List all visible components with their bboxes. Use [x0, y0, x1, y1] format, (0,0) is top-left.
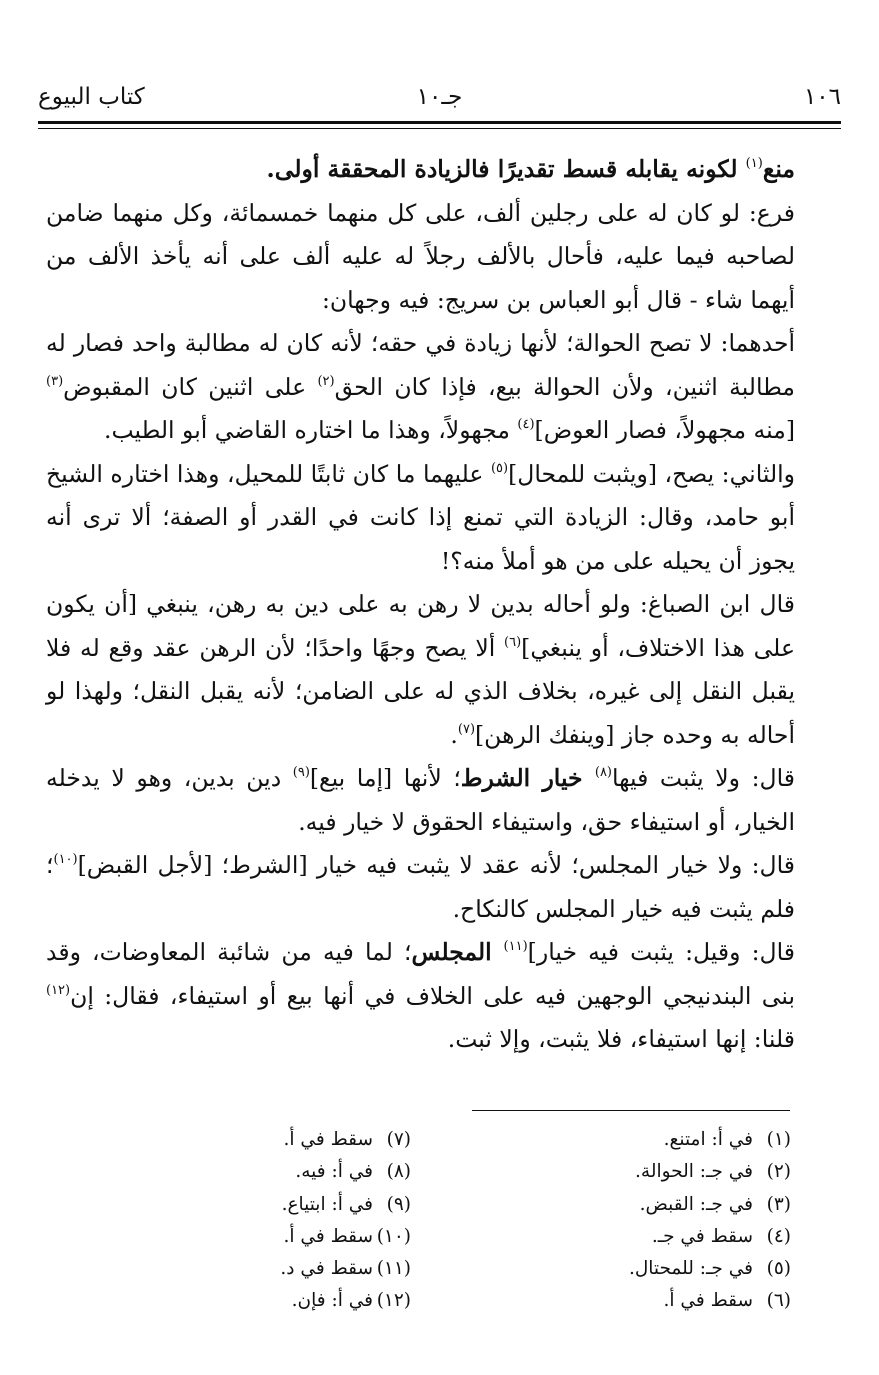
footnote-ref: (٦)	[504, 634, 522, 650]
footnote: (٢)في جـ: الحوالة.	[635, 1161, 791, 1183]
footnote-ref: (١٢)	[46, 982, 71, 998]
footnote: (١٠)سقط في أ.	[283, 1225, 411, 1247]
footnote-ref: (٣)	[46, 373, 64, 389]
paragraph-7: قال: ولا خيار المجلس؛ لأنه عقد لا يثبت فيه خيار [الشرط؛ [لأجل القبض]$^{(١٠)}$؛ فلم يثبت فيه خيار المجلس كالنكاح.	[46, 851, 795, 923]
footnote-ref: (٧)	[457, 721, 476, 737]
paragraph-3: أحدهما: لا تصح الحوالة؛ لأنها زيادة في حقه؛ لأنه كان له مطالبة واحد فصار له مطالبة اثنين، ولأن الحوالة بيع، فإذا كان الحق$^{(٢)}$ على اثنين كان المقبوض$^{(٣)}$ [منه مجهولاً، فصار العوض]$^{(٤)}$ مجهولاً، وهذا ما اختاره القاضي أبو الطيب.	[46, 329, 795, 444]
footnote-ref: (٨)	[594, 765, 612, 780]
footnote: (٥)في جـ: للمحتال.	[628, 1258, 791, 1280]
footnote: (٤)سقط في جـ.	[651, 1225, 791, 1247]
paragraph-2: فرع: لو كان له على رجلين ألف، على كل منهما خمسمائة، وكل منهما ضامن لصاحبه فيما عليه، فأحال بالألف رجلاً له عليه ألف على أنه يأخذ الألف من أيهما شاء - قال أبو العباس بن سريج: فيه وجهان:	[46, 198, 795, 314]
footnote: (٣)في جـ: القبض.	[639, 1193, 791, 1215]
footnote-ref: (٩)	[292, 765, 310, 780]
main-text	[46, 148, 795, 1062]
footnotes-column-2	[171, 1124, 411, 1318]
book-title: كتاب البيوع	[38, 84, 145, 110]
running-header	[38, 84, 841, 118]
footnote-ref: (٥)	[490, 460, 509, 476]
footnote: (٨)في أ: فيه.	[295, 1161, 411, 1183]
footnote: (١٢)في أ: فإن.	[291, 1290, 411, 1312]
footnote-ref: (١)	[745, 156, 763, 171]
footnote: (١)في أ: امتنع.	[663, 1129, 791, 1150]
footnotes-column-1	[491, 1124, 791, 1318]
footnote-ref: (٢)	[317, 373, 335, 389]
paragraph-4: والثاني: يصح، [ويثبت للمحال]$^{(٥)}$ عليهما ما كان ثابتًا للمحيل، وهذا اختاره الشيخ أبو حامد، وقال: الزيادة التي تمنع إذا كانت في القدر أو الصفة؛ ألا ترى أنه يجوز أن يحيله على من هو أملأ منه؟!	[46, 459, 796, 575]
footnote: (١١)سقط في د.	[280, 1258, 411, 1280]
page-number: ١٠٦	[803, 84, 841, 110]
header-rule-thick	[38, 121, 841, 124]
paragraph-1: منع$^{(١)}$ لكونه يقابله قسط تقديرًا فالزيادة المحققة أولى.	[266, 155, 795, 183]
volume-label: جـ١٠	[416, 84, 463, 110]
footnote-ref: (٤)	[517, 417, 535, 432]
footnote: (٧)سقط في أ.	[283, 1129, 411, 1150]
footnote: (٦)سقط في أ.	[663, 1290, 791, 1312]
header-rule-thin	[38, 128, 841, 129]
paragraph-6: قال: ولا يثبت فيها$^{(٨)}$ خيار الشرط؛ لأنها [إما بيع]$^{(٩)}$ دين بدين، وهو لا يدخله الخيار، أو استيفاء حق، واستيفاء الحقوق لا خيار فيه.	[46, 764, 795, 836]
footnote-ref: (١٠)	[53, 852, 78, 867]
footnote-ref: (١١)	[503, 939, 528, 954]
paragraph-5: قال ابن الصباغ: ولو أحاله بدين لا رهن به على دين به رهن، ينبغي [أن يكون على هذا الاختلاف، أو ينبغي]$^{(٦)}$ ألا يصح وجهًا واحدًا؛ لأن الرهن عقد وقع له فلا يقبل النقل إلى غيره، بخلاف الذي له على الضامن؛ لأنه يقبل النقل؛ ولهذا لو أحاله به وحده جاز [وينفك الرهن]$^{(٧)}$.	[46, 590, 795, 749]
footnote-separator	[472, 1110, 790, 1111]
paragraph-8: قال: وقيل: يثبت فيه خيار]$^{(١١)}$ المجلس؛ لما فيه من شائبة المعاوضات، وقد بنى البندنيجي الوجهين فيه على الخلاف في أنها بيع أو استيفاء، فقال: إن$^{(١٢)}$ قلنا: إنها استيفاء، فلا يثبت، وإلا ثبت.	[46, 938, 795, 1053]
footnote: (٩)في أ: ابتياع.	[281, 1193, 411, 1215]
